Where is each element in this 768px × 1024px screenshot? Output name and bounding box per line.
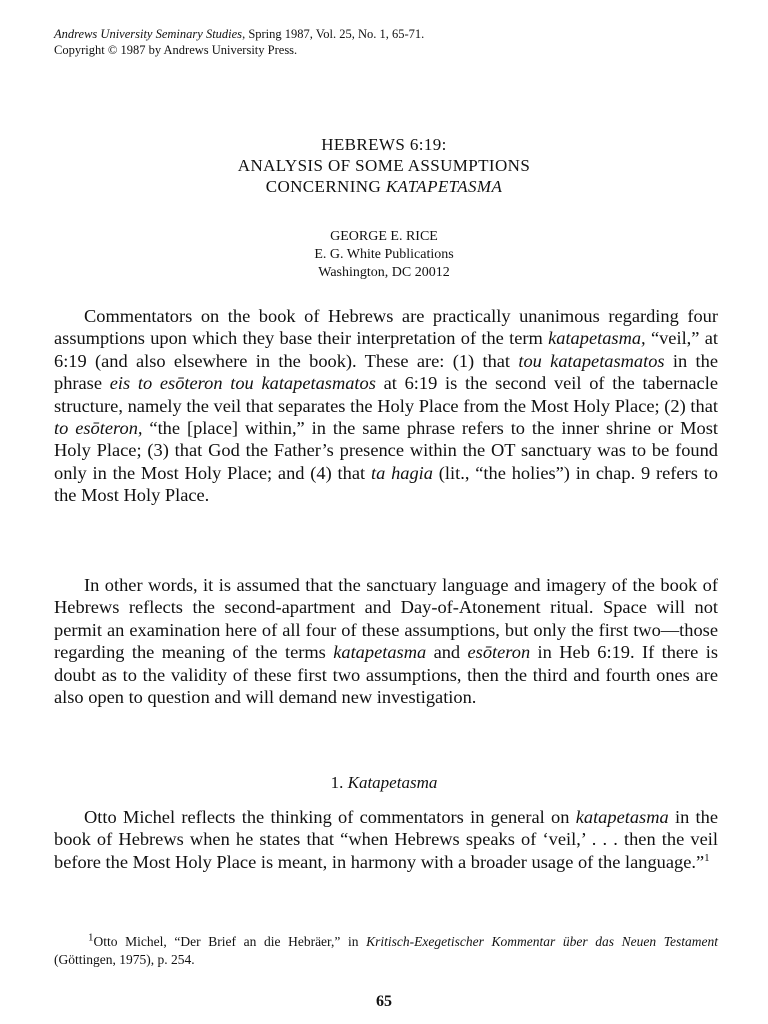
p3-italic-1: katapetasma	[575, 807, 669, 827]
p1-italic-2: tou katapetasmatos	[518, 350, 665, 371]
footnote-italic-1: Kritisch-Exegetischer Kommentar über das Neuen Testament	[366, 934, 718, 949]
citation-line	[54, 26, 424, 42]
p1-italic-1: katapetasma,	[548, 328, 646, 349]
title-line-1: HEBREWS 6:19:	[321, 135, 447, 154]
p1-italic-4: to esōteron,	[54, 418, 143, 439]
paragraph-1	[54, 305, 718, 507]
p2-text-1: In other words, it is assumed that the sanctuary language and imagery of the book of Hebrews reflects the second-apartment and Day-of-Atonement ritual. Space will not permit an examination here of all four of these assumptions, but only the first two—those regarding the meaning of the terms	[54, 575, 718, 663]
title-line-3-prefix: CONCERNING	[265, 177, 386, 196]
issue-citation: , Spring 1987, Vol. 25, No. 1, 65-71.	[242, 27, 425, 41]
author-affiliation: E. G. White Publications	[314, 247, 454, 262]
journal-name: Andrews University Seminary Studies	[54, 27, 243, 41]
p1-italic-5: ta hagia	[370, 462, 433, 483]
section-title: Katapetasma	[347, 773, 438, 792]
p3-text-1: Otto Michel reflects the thinking of commentators in general on	[84, 807, 576, 827]
p2-italic-2: esōteron	[467, 642, 531, 663]
section-heading-1	[0, 773, 768, 793]
journal-header	[54, 26, 424, 58]
paragraph-3	[54, 806, 718, 873]
title-line-3	[0, 176, 768, 197]
p2-text-2: and	[426, 642, 468, 663]
p3-text-2: in the book of Hebrews when he states that “when Hebrews speaks of ‘veil,’ . . . then the veil before the Most Holy Place is meant, in harmony with a broader usage of the language.”	[54, 807, 719, 872]
paragraph-2	[54, 574, 718, 708]
title-line-3-italic: KATAPETASMA	[385, 177, 503, 196]
footnote-text-2: (Göttingen, 1975), p. 254.	[54, 952, 195, 967]
p1-text-2: “veil,” at 6:19 (and also elsewhere in the book). These are: (1) that	[54, 328, 718, 371]
footnote-reference: 1	[704, 851, 710, 864]
p1-italic-3: eis to esōteron tou katapetasmatos	[109, 373, 376, 394]
p1-text-1: Commentators on the book of Hebrews are practically unanimous regarding four assumptions upon which they base their interpretation of the term	[54, 306, 718, 349]
author-location: Washington, DC 20012	[318, 265, 450, 280]
author-block	[0, 228, 768, 282]
copyright-line: Copyright © 1987 by Andrews University Press.	[54, 43, 298, 57]
article-title	[0, 134, 768, 197]
footnote-1	[54, 933, 718, 969]
p2-italic-1: katapetasma	[333, 642, 427, 663]
footnote-text-1: Otto Michel, “Der Brief an die Hebräer,” in	[93, 934, 367, 949]
p1-text-4: at 6:19 is the second veil of the tabernacle structure, namely the veil that separates the Holy Place from the Most Holy Place; (2) that	[54, 373, 718, 416]
title-line-2: ANALYSIS OF SOME ASSUMPTIONS	[237, 156, 531, 175]
section-number: 1.	[330, 773, 348, 792]
page-number: 65	[376, 993, 392, 1010]
p1-text-3: in the phrase	[54, 350, 718, 394]
footnote-marker: 1	[88, 931, 94, 944]
p1-text-6: (lit., “the holies”) in chap. 9 refers to the Most Holy Place.	[54, 462, 718, 506]
author-name: GEORGE E. RICE	[330, 229, 438, 244]
p2-text-3: in Heb 6:19. If there is doubt as to the validity of these first two assumptions, then the third and fourth ones are also open to question and will demand new investigation.	[54, 642, 718, 708]
p1-text-5: “the [place] within,” in the same phrase refers to the inner shrine or Most Holy Place; (3) that God the Father’s presence within the OT sanctuary was to be found only in the Most Holy Place; and (4) that	[54, 418, 718, 483]
